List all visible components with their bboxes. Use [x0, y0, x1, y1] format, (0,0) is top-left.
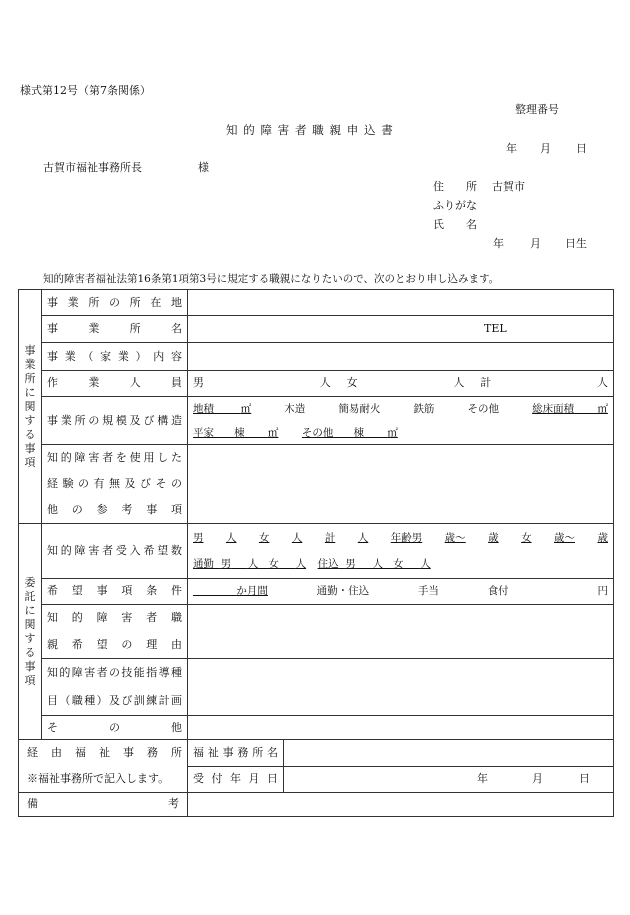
location-field[interactable]	[188, 290, 614, 316]
conditions-months: か月間	[236, 585, 268, 598]
conditions-meals: 食付	[487, 585, 509, 598]
scale-row2[interactable]	[188, 422, 614, 445]
seiri-bango-label: 整理番号	[515, 103, 559, 116]
receipt-date-label: 受付年月日	[188, 767, 284, 792]
reason-field[interactable]	[188, 604, 614, 659]
location-label: 事業所の所在地	[42, 290, 188, 316]
desired-count-label: 知的障害者受入希望数	[42, 524, 188, 579]
welfare-office-note: ※福祉事務所で記入します。	[19, 767, 188, 792]
receipt-year: 年	[477, 772, 488, 786]
furigana-label: ふりがな	[433, 199, 477, 212]
scale-row1[interactable]	[188, 396, 614, 421]
conditions-label: 希望事項条件	[42, 578, 188, 604]
desired-commute: 通勤 男 人 女 人	[193, 558, 307, 571]
experience-label-2: 経験の有無及びその	[42, 471, 188, 497]
conditions-allowance: 手当	[417, 585, 439, 598]
desired-age-female: 女	[521, 531, 532, 544]
scale-rebar: 鉄筋	[413, 403, 435, 416]
application-date-month: 月	[540, 142, 551, 155]
other-field[interactable]	[188, 715, 614, 739]
workers-male: 男	[193, 376, 204, 390]
scale-land-area: 地積 ㎡	[193, 403, 252, 416]
workers-female: 女	[346, 376, 358, 390]
welfare-office-label: 経由福祉事務所	[19, 740, 188, 767]
name-label: 氏 名	[433, 218, 477, 231]
application-date-year: 年	[506, 142, 517, 155]
scale-total-floor: 総床面積 ㎡	[532, 403, 608, 416]
receipt-date-field[interactable]	[284, 767, 614, 792]
experience-label-1: 知的障害者を使用した	[42, 445, 188, 471]
desired-total-unit: 人	[357, 531, 369, 544]
section1-side-label: 事 業 所 に 関 す る 事 項	[19, 290, 42, 524]
addressee: 古賀市福祉事務所長	[43, 161, 142, 174]
application-date-day: 日	[576, 142, 587, 155]
conditions-field[interactable]	[188, 578, 614, 604]
workers-field[interactable]	[188, 370, 614, 396]
training-label-1: 知的障害者の技能指導種	[42, 659, 188, 687]
experience-label-3: 他の参考事項	[42, 497, 188, 523]
desired-age-female-to: 歳	[597, 531, 608, 544]
desired-age-male-to: 歳	[488, 531, 499, 544]
tel-label: TEL	[484, 322, 507, 336]
reason-label-1: 知的障害者職	[42, 604, 188, 631]
form-number: 様式第12号（第7条関係）	[20, 84, 151, 97]
birth-day: 日生	[565, 237, 587, 250]
scale-other-buildings: その他 棟 ㎡	[301, 427, 398, 440]
receipt-day: 日	[579, 772, 590, 786]
workers-total-unit: 人	[596, 376, 608, 390]
conditions-yen: 円	[597, 585, 608, 598]
address-label: 住 所	[433, 180, 477, 193]
training-label-2: 目（職種）及び訓練計画	[42, 687, 188, 715]
birth-year: 年	[493, 237, 504, 250]
business-content-label: 事業（家業）内容	[42, 343, 188, 370]
business-name-field[interactable]	[188, 316, 614, 343]
training-field[interactable]	[188, 659, 614, 716]
desired-total: 計	[324, 531, 336, 544]
birth-month: 月	[530, 237, 541, 250]
intro-text: 知的障害者福祉法第16条第1項第3号に規定する職親になりたいので、次のとおり申し込みます。	[43, 273, 500, 285]
desired-age-female-from: 歳～	[554, 531, 576, 544]
desired-age-male: 年齢男	[390, 531, 423, 544]
scale-simple-fireproof: 簡易耐火	[338, 403, 381, 416]
remarks-label: 備 考	[19, 792, 188, 816]
desired-count-row1[interactable]	[188, 524, 614, 551]
workers-total: 計	[480, 376, 492, 390]
workers-female-unit: 人	[453, 376, 465, 390]
scale-label: 事業所の規模及び構造	[42, 396, 188, 444]
experience-field[interactable]	[188, 445, 614, 524]
desired-male-unit: 人	[225, 531, 237, 544]
form-title: 知的障害者職親申込書	[226, 123, 399, 137]
other-label: その他	[42, 715, 188, 739]
office-name-label: 福祉事務所名	[188, 740, 284, 767]
workers-label: 作業人員	[42, 370, 188, 396]
desired-female: 女	[258, 531, 270, 544]
scale-one-story: 平家 棟 ㎡	[193, 427, 279, 440]
remarks-field[interactable]	[188, 792, 614, 816]
desired-count-row2[interactable]	[188, 551, 614, 578]
desired-age-male-from: 歳～	[444, 531, 466, 544]
addressee-honorific: 様	[198, 161, 209, 174]
conditions-commute-livein: 通勤・住込	[316, 585, 370, 598]
application-form-table	[18, 289, 614, 817]
reason-label-2: 親希望の理由	[42, 632, 188, 659]
workers-male-unit: 人	[319, 376, 331, 390]
address-value: 古賀市	[492, 180, 525, 193]
desired-female-unit: 人	[291, 531, 303, 544]
section2-side-label: 委 託 に 関 す る 事 項	[19, 524, 42, 740]
office-name-field[interactable]	[284, 740, 614, 767]
business-content-field[interactable]	[188, 343, 614, 370]
scale-wood: 木造	[284, 403, 306, 416]
business-name-label: 事業所名	[42, 316, 188, 343]
desired-male: 男	[193, 531, 204, 544]
desired-live-in: 住込 男 人 女 人	[317, 558, 431, 571]
scale-other: その他	[467, 403, 500, 416]
receipt-month: 月	[532, 772, 543, 786]
